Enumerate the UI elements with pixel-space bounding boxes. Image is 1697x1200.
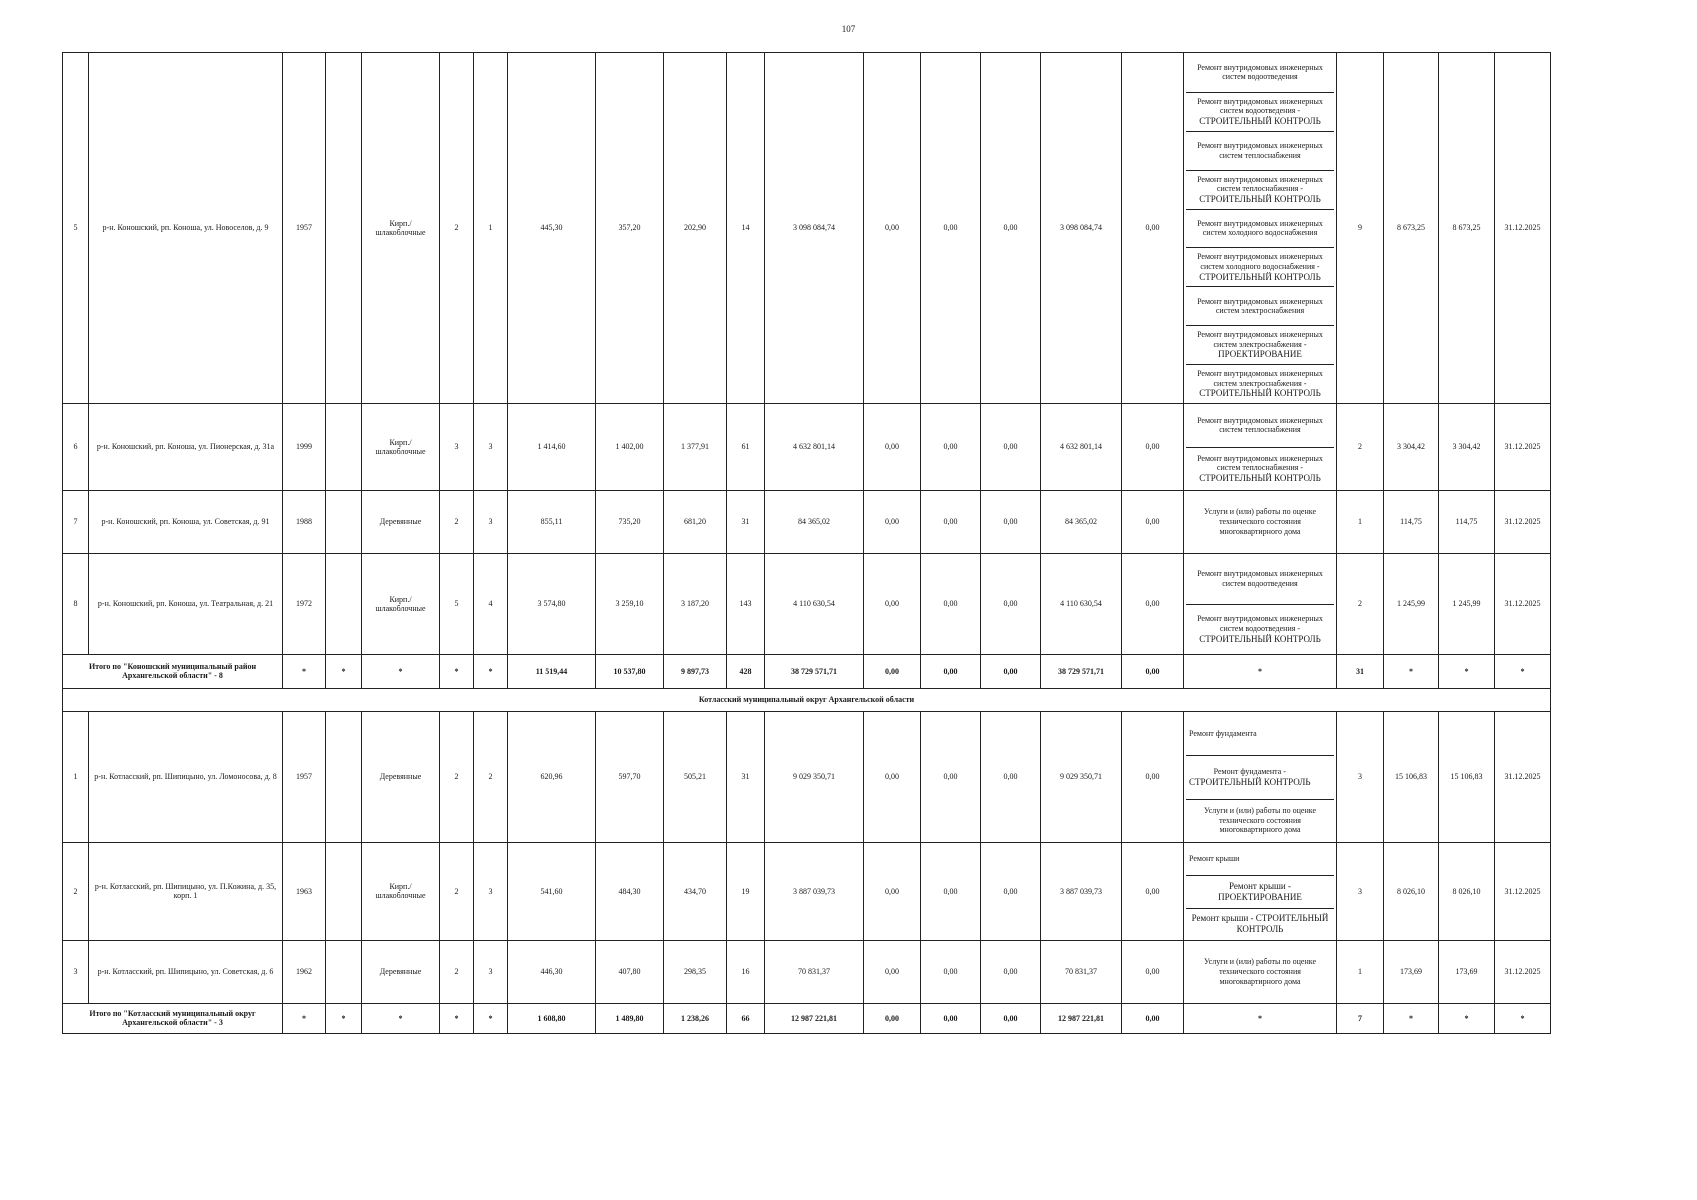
cell-year: 1957	[283, 711, 326, 842]
cell-fund-a: 0,00	[864, 553, 921, 654]
cell-cost-total: 3 887 039,73	[765, 842, 864, 940]
cell-entrances: 3	[474, 842, 508, 940]
total-area-b: 1 238,26	[664, 1003, 727, 1033]
cell-area-b: 681,20	[664, 490, 727, 553]
cell-year-commissioning	[326, 940, 362, 1003]
cell-fund-b: 0,00	[921, 53, 981, 404]
cell-cost-total: 4 632 801,14	[765, 403, 864, 490]
total-c-entrances: *	[474, 654, 508, 688]
works-list-cell	[1184, 842, 1337, 940]
cell-works-count: 3	[1337, 711, 1384, 842]
total-c-year: *	[283, 1003, 326, 1033]
works-list-cell	[1184, 553, 1337, 654]
total-fund-other: 0,00	[1122, 1003, 1184, 1033]
cell-residents: 19	[727, 842, 765, 940]
cell-num: 8	[63, 553, 89, 654]
work-item: Ремонт внутридомовых инженерных систем водоотведения - СТРОИТЕЛЬНЫЙ КОНТРОЛЬ	[1186, 92, 1334, 131]
total-c-max: *	[1439, 1003, 1495, 1033]
cell-area-b: 1 377,91	[664, 403, 727, 490]
total-total-area: 11 519,44	[508, 654, 596, 688]
cell-entrances: 3	[474, 490, 508, 553]
cell-fund-b: 0,00	[921, 711, 981, 842]
cell-address: р-н. Коношский, рп. Коноша, ул. Пионерская, д. 31а	[89, 403, 283, 490]
cell-address: р-н. Коношский, рп. Коноша, ул. Советская, д. 91	[89, 490, 283, 553]
total-cost-total: 38 729 571,71	[765, 654, 864, 688]
cell-fund-a: 0,00	[864, 842, 921, 940]
total-fund-a: 0,00	[864, 654, 921, 688]
cell-max-unit-cost: 8 673,25	[1439, 53, 1495, 404]
cell-floors: 3	[440, 403, 474, 490]
work-item: Ремонт крыши - ПРОЕКТИРОВАНИЕ	[1186, 875, 1334, 907]
work-item: Ремонт внутридомовых инженерных систем холодного водоснабжения	[1186, 209, 1334, 248]
cell-fund-owners: 84 365,02	[1041, 490, 1122, 553]
cell-residents: 31	[727, 711, 765, 842]
cell-residents: 31	[727, 490, 765, 553]
cell-fund-owners: 4 110 630,54	[1041, 553, 1122, 654]
cell-fund-c: 0,00	[981, 490, 1041, 553]
section-title: Котласский муниципальный округ Архангельской области	[63, 688, 1551, 711]
total-c-entrances: *	[474, 1003, 508, 1033]
cell-fund-other: 0,00	[1122, 711, 1184, 842]
cell-area-a: 1 402,00	[596, 403, 664, 490]
total-c-deadline: *	[1495, 1003, 1551, 1033]
cell-unit-cost: 3 304,42	[1384, 403, 1439, 490]
work-item: Ремонт внутридомовых инженерных систем теплоснабжения	[1197, 415, 1323, 435]
total-row	[63, 654, 1551, 688]
table-row	[63, 490, 1551, 553]
cell-cost-total: 70 831,37	[765, 940, 864, 1003]
work-item: Ремонт внутридомовых инженерных систем электроснабжения - ПРОЕКТИРОВАНИЕ	[1186, 325, 1334, 364]
cell-year-commissioning	[326, 553, 362, 654]
cell-fund-a: 0,00	[864, 711, 921, 842]
cell-fund-other: 0,00	[1122, 490, 1184, 553]
cell-floors: 2	[440, 842, 474, 940]
cell-works-count: 9	[1337, 53, 1384, 404]
cell-area-a: 484,30	[596, 842, 664, 940]
cell-year-commissioning	[326, 403, 362, 490]
cell-fund-owners: 3 887 039,73	[1041, 842, 1122, 940]
cell-area-b: 505,21	[664, 711, 727, 842]
cell-fund-other: 0,00	[1122, 403, 1184, 490]
total-works-count: 31	[1337, 654, 1384, 688]
work-item: Ремонт внутридомовых инженерных систем электроснабжения - СТРОИТЕЛЬНЫЙ КОНТРОЛЬ	[1186, 364, 1334, 403]
total-c-year2: *	[326, 1003, 362, 1033]
cell-entrances: 4	[474, 553, 508, 654]
cell-material: Кирп./ шлакоблочные	[362, 842, 440, 940]
cell-fund-c: 0,00	[981, 842, 1041, 940]
table-row	[63, 403, 1551, 490]
cell-num: 1	[63, 711, 89, 842]
total-c-deadline: *	[1495, 654, 1551, 688]
cell-fund-other: 0,00	[1122, 842, 1184, 940]
work-item: Ремонт фундамента	[1189, 728, 1257, 738]
cell-area-a: 735,20	[596, 490, 664, 553]
cell-material: Деревянные	[362, 711, 440, 842]
table-row	[63, 940, 1551, 1003]
cell-entrances: 1	[474, 53, 508, 404]
cell-fund-a: 0,00	[864, 53, 921, 404]
cell-unit-cost: 8 673,25	[1384, 53, 1439, 404]
work-item: Ремонт внутридомовых инженерных систем холодного водоснабжения - СТРОИТЕЛЬНЫЙ КОНТРОЛЬ	[1186, 247, 1334, 286]
cell-fund-b: 0,00	[921, 940, 981, 1003]
total-c-material: *	[362, 1003, 440, 1033]
cell-entrances: 3	[474, 403, 508, 490]
cell-total-area: 620,96	[508, 711, 596, 842]
works-list-cell	[1184, 490, 1337, 553]
cell-fund-owners: 4 632 801,14	[1041, 403, 1122, 490]
total-c-works: *	[1184, 654, 1337, 688]
table-row	[63, 711, 1551, 842]
cell-area-a: 597,70	[596, 711, 664, 842]
work-item: Ремонт внутридомовых инженерных систем водоотведения	[1197, 569, 1323, 588]
cell-area-b: 434,70	[664, 842, 727, 940]
cell-fund-b: 0,00	[921, 553, 981, 654]
cell-area-b: 298,35	[664, 940, 727, 1003]
cell-works-count: 3	[1337, 842, 1384, 940]
cell-fund-owners: 70 831,37	[1041, 940, 1122, 1003]
cell-max-unit-cost: 173,69	[1439, 940, 1495, 1003]
cell-deadline: 31.12.2025	[1495, 403, 1551, 490]
total-cost-total: 12 987 221,81	[765, 1003, 864, 1033]
work-item: Услуги и (или) работы по оценке технического состояния многоквартирного дома	[1204, 507, 1316, 536]
cell-deadline: 31.12.2025	[1495, 940, 1551, 1003]
table-row	[63, 53, 1551, 404]
cell-max-unit-cost: 1 245,99	[1439, 553, 1495, 654]
cell-area-b: 3 187,20	[664, 553, 727, 654]
cell-unit-cost: 173,69	[1384, 940, 1439, 1003]
cell-floors: 2	[440, 53, 474, 404]
cell-material: Деревянные	[362, 490, 440, 553]
work-item: Ремонт фундамента - СТРОИТЕЛЬНЫЙ КОНТРОЛЬ	[1186, 755, 1334, 798]
total-fund-c: 0,00	[981, 1003, 1041, 1033]
work-item: Ремонт крыши - СТРОИТЕЛЬНЫЙ КОНТРОЛЬ	[1186, 908, 1334, 940]
page-number: 107	[841, 24, 856, 34]
cell-year-commissioning	[326, 53, 362, 404]
total-c-year2: *	[326, 654, 362, 688]
cell-deadline: 31.12.2025	[1495, 842, 1551, 940]
cell-total-area: 855,11	[508, 490, 596, 553]
cell-material: Кирп./ шлакоблочные	[362, 553, 440, 654]
cell-unit-cost: 1 245,99	[1384, 553, 1439, 654]
cell-cost-total: 4 110 630,54	[765, 553, 864, 654]
works-list-cell	[1184, 403, 1337, 490]
cell-residents: 143	[727, 553, 765, 654]
cell-fund-owners: 9 029 350,71	[1041, 711, 1122, 842]
cell-address: р-н. Коношский, рп. Коноша, ул. Новоселов, д. 9	[89, 53, 283, 404]
total-c-max: *	[1439, 654, 1495, 688]
cell-cost-total: 3 098 084,74	[765, 53, 864, 404]
cell-total-area: 541,60	[508, 842, 596, 940]
cell-fund-other: 0,00	[1122, 553, 1184, 654]
cell-floors: 2	[440, 940, 474, 1003]
works-list-cell	[1184, 711, 1337, 842]
cell-total-area: 446,30	[508, 940, 596, 1003]
total-fund-b: 0,00	[921, 1003, 981, 1033]
work-item: Услуги и (или) работы по оценке технического состояния многоквартирного дома	[1186, 799, 1334, 842]
cell-fund-c: 0,00	[981, 53, 1041, 404]
total-fund-other: 0,00	[1122, 654, 1184, 688]
cell-num: 5	[63, 53, 89, 404]
table-row	[63, 553, 1551, 654]
work-item: Ремонт внутридомовых инженерных систем теплоснабжения	[1186, 131, 1334, 170]
cell-deadline: 31.12.2025	[1495, 490, 1551, 553]
cell-material: Кирп./ шлакоблочные	[362, 403, 440, 490]
cell-unit-cost: 114,75	[1384, 490, 1439, 553]
cell-total-area: 1 414,60	[508, 403, 596, 490]
cell-max-unit-cost: 114,75	[1439, 490, 1495, 553]
cell-residents: 61	[727, 403, 765, 490]
total-fund-c: 0,00	[981, 654, 1041, 688]
total-fund-a: 0,00	[864, 1003, 921, 1033]
total-fund-b: 0,00	[921, 654, 981, 688]
repair-register-table	[62, 52, 1551, 1034]
work-item: Ремонт внутридомовых инженерных систем водоотведения - СТРОИТЕЛЬНЫЙ КОНТРОЛЬ	[1186, 604, 1334, 654]
cell-year: 1963	[283, 842, 326, 940]
cell-residents: 14	[727, 53, 765, 404]
total-residents: 66	[727, 1003, 765, 1033]
cell-floors: 2	[440, 711, 474, 842]
cell-material: Деревянные	[362, 940, 440, 1003]
cell-cost-total: 84 365,02	[765, 490, 864, 553]
cell-max-unit-cost: 3 304,42	[1439, 403, 1495, 490]
cell-fund-c: 0,00	[981, 403, 1041, 490]
cell-address: р-н. Котласский, рп. Шипицыно, ул. П.Кожина, д. 35, корп. 1	[89, 842, 283, 940]
cell-num: 7	[63, 490, 89, 553]
total-area-a: 10 537,80	[596, 654, 664, 688]
total-label: Итого по "Котласский муниципальный округ Архангельской области" - 3	[63, 1003, 283, 1033]
cell-year: 1972	[283, 553, 326, 654]
cell-area-a: 3 259,10	[596, 553, 664, 654]
total-fund-owners: 38 729 571,71	[1041, 654, 1122, 688]
cell-year: 1962	[283, 940, 326, 1003]
cell-fund-other: 0,00	[1122, 53, 1184, 404]
total-label: Итого по "Коношский муниципальный район Архангельской области" - 8	[63, 654, 283, 688]
total-area-b: 9 897,73	[664, 654, 727, 688]
cell-works-count: 2	[1337, 403, 1384, 490]
cell-fund-a: 0,00	[864, 490, 921, 553]
total-c-unit: *	[1384, 1003, 1439, 1033]
work-item: Ремонт внутридомовых инженерных систем электроснабжения	[1186, 286, 1334, 325]
cell-area-a: 357,20	[596, 53, 664, 404]
cell-fund-other: 0,00	[1122, 940, 1184, 1003]
cell-year: 1957	[283, 53, 326, 404]
total-works-count: 7	[1337, 1003, 1384, 1033]
cell-area-b: 202,90	[664, 53, 727, 404]
cell-material: Кирп./ шлакоблочные	[362, 53, 440, 404]
total-c-year: *	[283, 654, 326, 688]
cell-works-count: 2	[1337, 553, 1384, 654]
cell-year-commissioning	[326, 490, 362, 553]
cell-max-unit-cost: 15 106,83	[1439, 711, 1495, 842]
cell-fund-b: 0,00	[921, 403, 981, 490]
cell-residents: 16	[727, 940, 765, 1003]
work-item: Ремонт внутридомовых инженерных систем теплоснабжения - СТРОИТЕЛЬНЫЙ КОНТРОЛЬ	[1186, 170, 1334, 209]
cell-num: 3	[63, 940, 89, 1003]
cell-total-area: 3 574,80	[508, 553, 596, 654]
total-c-floors: *	[440, 1003, 474, 1033]
work-item: Ремонт крыши	[1189, 854, 1240, 864]
cell-fund-a: 0,00	[864, 403, 921, 490]
cell-fund-b: 0,00	[921, 842, 981, 940]
cell-deadline: 31.12.2025	[1495, 553, 1551, 654]
cell-floors: 5	[440, 553, 474, 654]
cell-year: 1988	[283, 490, 326, 553]
section-header-row	[63, 688, 1551, 711]
cell-address: р-н. Котласский, рп. Шипицыно, ул. Ломоносова, д. 8	[89, 711, 283, 842]
total-fund-owners: 12 987 221,81	[1041, 1003, 1122, 1033]
cell-address: р-н. Коношский, рп. Коноша, ул. Театральная, д. 21	[89, 553, 283, 654]
total-residents: 428	[727, 654, 765, 688]
cell-works-count: 1	[1337, 940, 1384, 1003]
cell-fund-c: 0,00	[981, 940, 1041, 1003]
cell-deadline: 31.12.2025	[1495, 711, 1551, 842]
cell-year-commissioning	[326, 711, 362, 842]
cell-unit-cost: 8 026,10	[1384, 842, 1439, 940]
cell-works-count: 1	[1337, 490, 1384, 553]
cell-fund-a: 0,00	[864, 940, 921, 1003]
cell-address: р-н. Котласский, рп. Шипицыно, ул. Советская, д. 6	[89, 940, 283, 1003]
cell-fund-c: 0,00	[981, 553, 1041, 654]
cell-cost-total: 9 029 350,71	[765, 711, 864, 842]
cell-unit-cost: 15 106,83	[1384, 711, 1439, 842]
cell-total-area: 445,30	[508, 53, 596, 404]
cell-area-a: 407,80	[596, 940, 664, 1003]
cell-entrances: 2	[474, 711, 508, 842]
cell-floors: 2	[440, 490, 474, 553]
total-area-a: 1 489,80	[596, 1003, 664, 1033]
total-c-material: *	[362, 654, 440, 688]
cell-num: 2	[63, 842, 89, 940]
total-row	[63, 1003, 1551, 1033]
total-c-unit: *	[1384, 654, 1439, 688]
work-item: Услуги и (или) работы по оценке технического состояния многоквартирного дома	[1204, 957, 1316, 986]
works-list-cell	[1184, 53, 1337, 404]
cell-fund-b: 0,00	[921, 490, 981, 553]
work-item: Ремонт внутридомовых инженерных систем водоотведения	[1197, 62, 1323, 82]
cell-max-unit-cost: 8 026,10	[1439, 842, 1495, 940]
cell-num: 6	[63, 403, 89, 490]
cell-year-commissioning	[326, 842, 362, 940]
table-body	[63, 53, 1551, 1034]
cell-deadline: 31.12.2025	[1495, 53, 1551, 404]
total-total-area: 1 608,80	[508, 1003, 596, 1033]
cell-entrances: 3	[474, 940, 508, 1003]
total-c-floors: *	[440, 654, 474, 688]
cell-year: 1999	[283, 403, 326, 490]
works-list-cell	[1184, 940, 1337, 1003]
table-row	[63, 842, 1551, 940]
cell-fund-owners: 3 098 084,74	[1041, 53, 1122, 404]
total-c-works: *	[1184, 1003, 1337, 1033]
cell-fund-c: 0,00	[981, 711, 1041, 842]
work-item: Ремонт внутридомовых инженерных систем теплоснабжения - СТРОИТЕЛЬНЫЙ КОНТРОЛЬ	[1186, 447, 1334, 490]
